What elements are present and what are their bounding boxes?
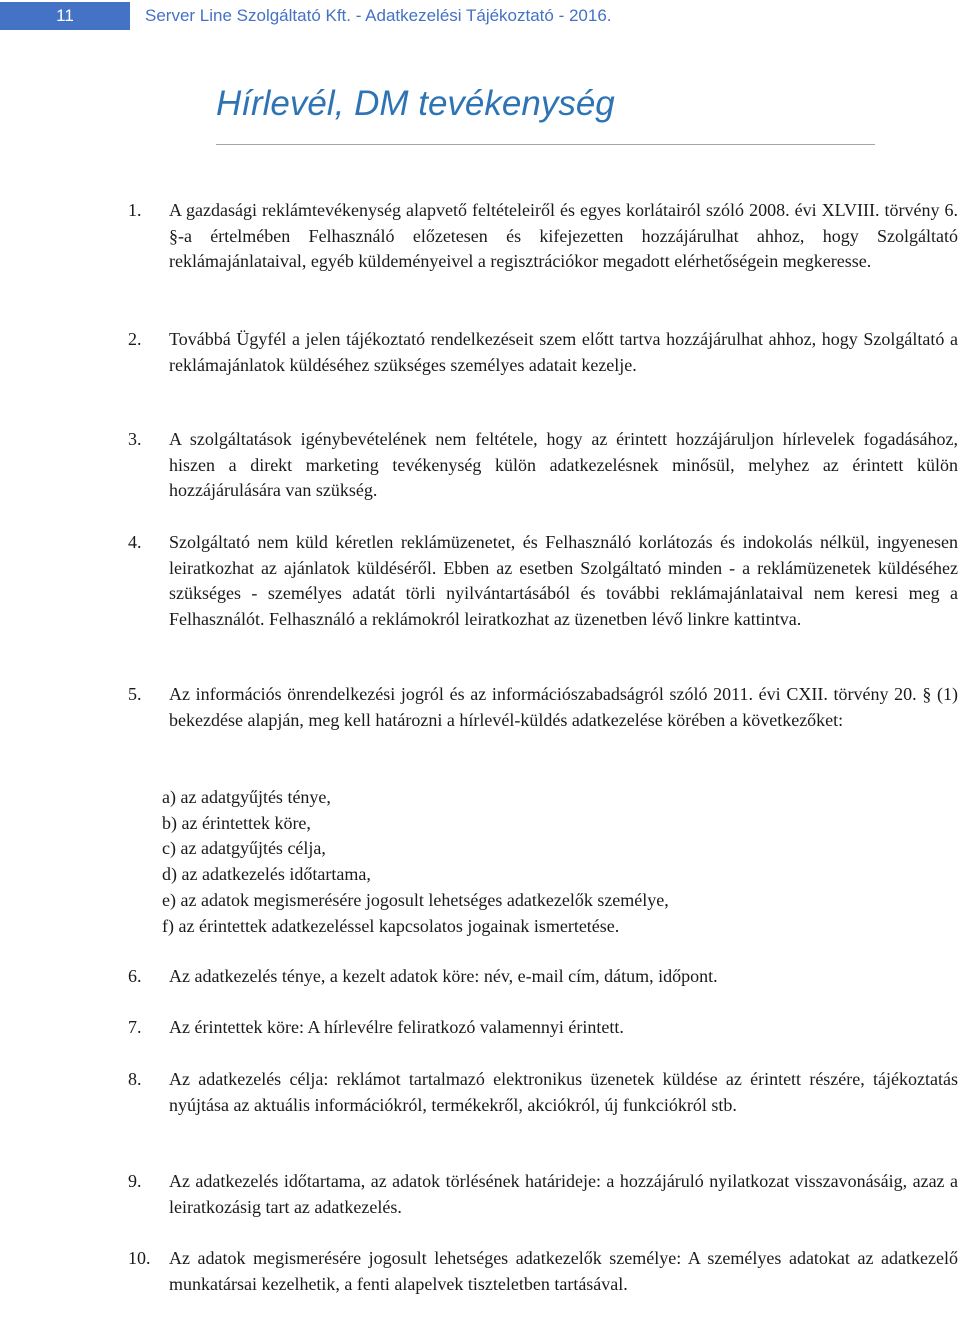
list-item-text: Az adatkezelés ténye, a kezelt adatok köre: név, e-mail cím, dátum, időpont.	[169, 966, 718, 986]
list-item-text: Az adatkezelés időtartama, az adatok törlésének határideje: a hozzájáruló nyilatkozat visszavonásáig, azaz a leiratkozásig tart az adatkezelés.	[169, 1171, 958, 1217]
list-item-text: A gazdasági reklámtevékenység alapvető feltételeiről és egyes korlátairól szóló 2008. évi XLVIII. törvény 6. §-a értelmében Felhasználó előzetesen és kifejezetten hozzájárulhat ahhoz, hogy Szolgáltató reklámajánlataival, egyéb küldeményeivel a regisztrációkor megadott elérhetőségein megkeresse.	[169, 200, 958, 272]
list-item-number: 4.	[128, 532, 142, 552]
sub-list-item: f) az érintettek adatkezeléssel kapcsolatos jogainak ismertetése.	[162, 915, 620, 936]
list-item-number: 1.	[128, 200, 142, 220]
list-item-text: A szolgáltatások igénybevételének nem feltétele, hogy az érintett hozzájáruljon hírlevelek fogadásához, hiszen a direkt marketing tevékenység külön adatkezelésnek minősül, melyhez az érintett külön hozzájárulására van szükség.	[169, 429, 958, 501]
list-item-text: Az információs önrendelkezési jogról és az információszabadságról szóló 2011. évi CXII. törvény 20. § (1) bekezdése alapján, meg kell határozni a hírlevél-küldés adatkezelése körében a következőket:	[169, 684, 958, 730]
list-item-number: 10.	[128, 1248, 151, 1268]
list-item-text: Az érintettek köre: A hírlevélre feliratkozó valamennyi érintett.	[169, 1017, 624, 1037]
list-item-number: 2.	[128, 329, 142, 349]
list-item-text: Továbbá Ügyfél a jelen tájékoztató rendelkezéseit szem előtt tartva hozzájárulhat ahhoz, hogy Szolgáltató a reklámajánlatok küldéséhez szükséges személyes adatait kezelje.	[169, 329, 958, 375]
list-item-number: 3.	[128, 429, 142, 449]
sub-list-item: b) az érintettek köre,	[162, 812, 311, 833]
sub-list-item: a) az adatgyűjtés ténye,	[162, 787, 331, 807]
sub-list-item: e) az adatok megismerésére jogosult lehetséges adatkezelők személye,	[162, 889, 669, 910]
list-item-text: Az adatok megismerésére jogosult lehetséges adatkezelők személye: A személyes adatokat az adatkezelő munkatársai kezelhetik, a fenti alapelvek tiszteletben tartásával.	[169, 1248, 958, 1294]
list-item-number: 9.	[128, 1171, 142, 1191]
header-title: Server Line Szolgáltató Kft. - Adatkezelési Tájékoztató - 2016.	[145, 6, 612, 25]
sub-list	[162, 785, 862, 939]
list-item-text: Az adatkezelés célja: reklámot tartalmazó elektronikus üzenetek küldése az érintett részére, tájékoztatás nyújtása az aktuális információkról, termékekről, akciókról, új funkciókról stb.	[169, 1069, 958, 1115]
page-header	[0, 0, 960, 32]
title-underline	[216, 144, 875, 145]
sub-list-item: d) az adatkezelés időtartama,	[162, 864, 371, 885]
list-item-number: 7.	[128, 1017, 142, 1037]
sub-list-item: c) az adatgyűjtés célja,	[162, 838, 326, 859]
list-item-number: 8.	[128, 1069, 142, 1089]
list-item-number: 6.	[128, 966, 142, 986]
section-title: Hírlevél, DM tevékenység	[216, 84, 615, 123]
list-item-number: 5.	[128, 684, 142, 704]
list-item-text: Szolgáltató nem küld kéretlen reklámüzenetet, és Felhasználó korlátozás és indokolás nélkül, ingyenesen leiratkozhat az ajánlatok küldéséről. Ebben az esetben Szolgáltató minden - a reklámüzenetek küldéséhez szükséges - személyes adatát törli nyilvántartásából és további reklámajánlataival nem keresi meg a Felhasználót. Felhasználó a reklámokról leiratkozhat az üzenetben lévő linkre kattintva.	[169, 532, 958, 630]
page-number: 11	[0, 2, 130, 30]
